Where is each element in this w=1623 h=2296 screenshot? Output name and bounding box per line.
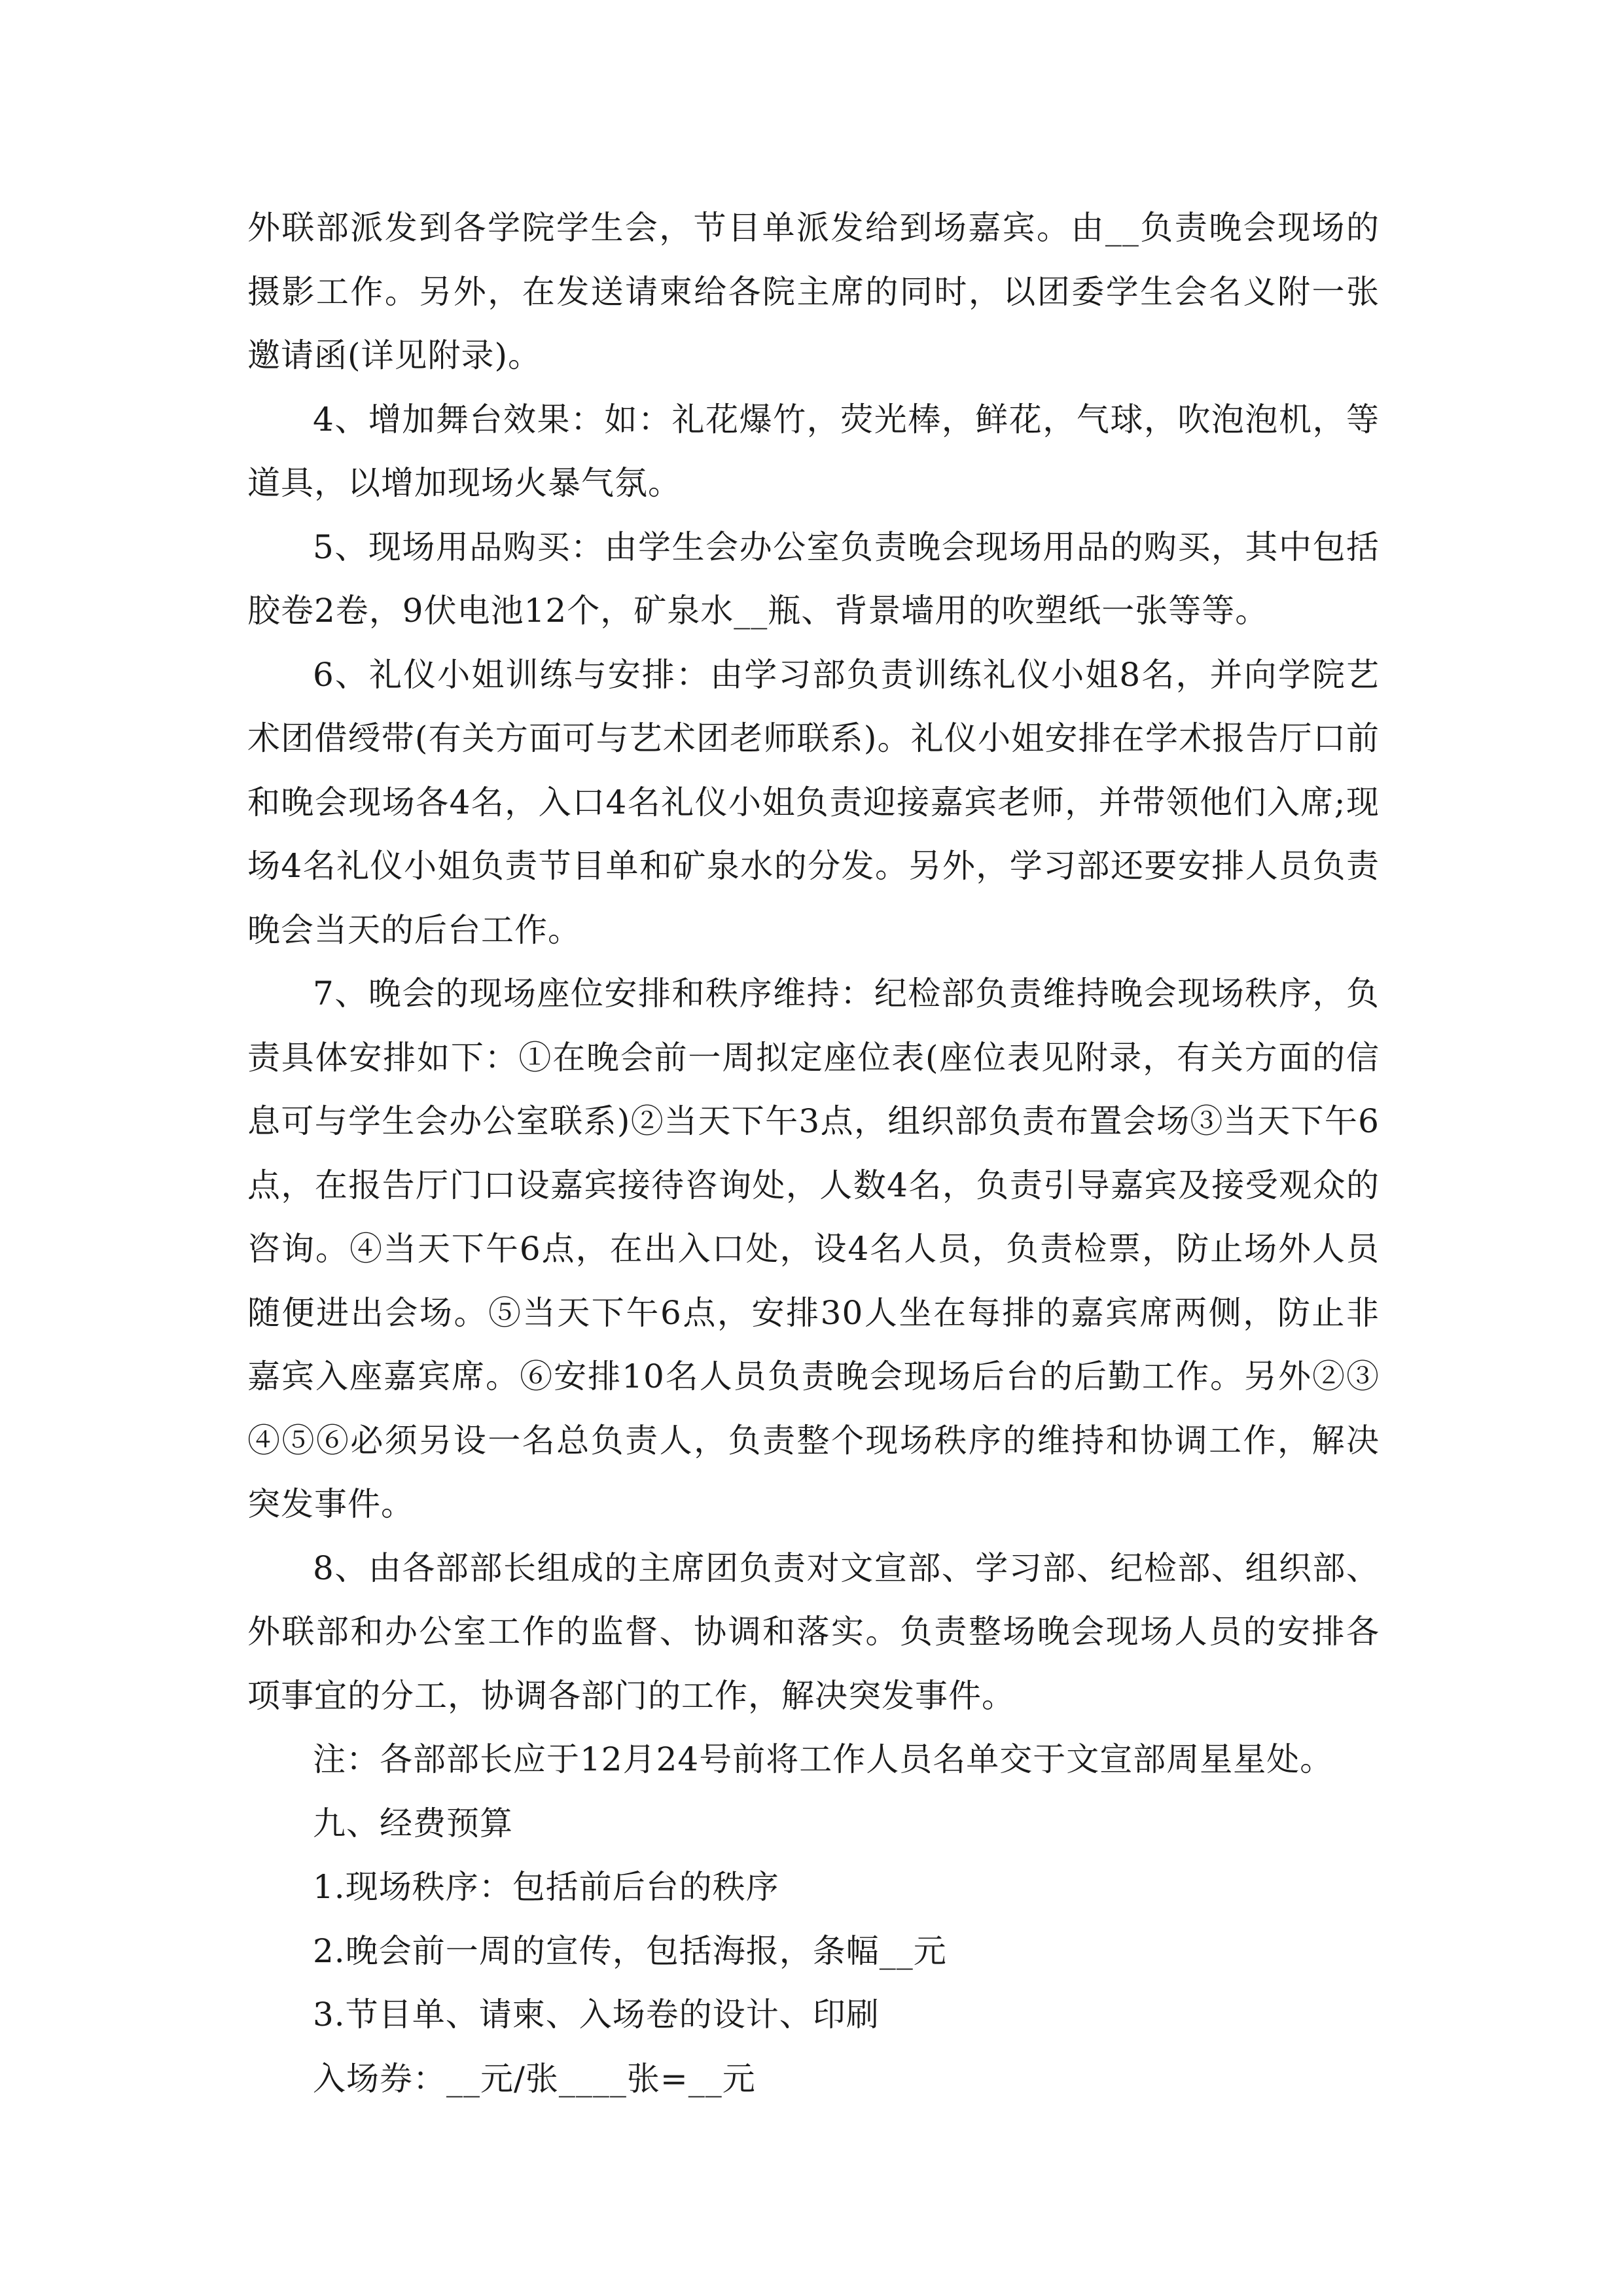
paragraph-etiquette-training: 6、礼仪小姐训练与安排：由学习部负责训练礼仪小姐8名，并向学院艺术团借绶带(有关方面可与艺术团老师联系)。礼仪小姐安排在学术报告厅口前和晚会现场各4名，入口4名礼仪小姐负责迎接嘉宾老师，并带领他们入席;现场4名礼仪小姐负责节目单和矿泉水的分发。另外，学习部还要安排人员负责晚会当天的后台工作。 [247,655,1380,949]
budget-item-order: 1.现场秩序：包括前后台的秩序 [313,1868,779,1906]
paragraph-continuation: 外联部派发到各学院学生会，节目单派发给到场嘉宾。由__负责晚会现场的摄影工作。另外，在发送请柬给各院主席的同时，以团委学生会名义附一张邀请函(详见附录)。 [247,209,1380,374]
budget-item-publicity: 2.晚会前一周的宣传，包括海报，条幅__元 [313,1931,947,1970]
section-heading-budget: 九、经费预算 [313,1804,513,1842]
document-body [247,196,1380,2111]
paragraph-seating-order: 7、晚会的现场座位安排和秩序维持：纪检部负责维持晚会现场秩序，负责具体安排如下：①在晚会前一周拟定座位表(座位表见附录，有关方面的信息可与学生会办公室联系)②当天下午3点，组织部负责布置会场③当天下午6点，在报告厅门口设嘉宾接待咨询处，人数4名，负责引导嘉宾及接受观众的咨询。④当天下午6点，在出入口处，设4名人员，负责检票，防止场外人员随便进出会场。⑤当天下午6点，安排30人坐在每排的嘉宾席两侧，防止非嘉宾入座嘉宾席。⑥安排10名人员负责晚会现场后台的后勤工作。另外②③④⑤⑥必须另设一名总负责人，负责整个现场秩序的维持和协调工作，解决突发事件。 [247,975,1380,1523]
paragraph-presidium: 8、由各部部长组成的主席团负责对文宣部、学习部、纪检部、组织部、外联部和办公室工作的监督、协调和落实。负责整场晚会现场人员的安排各项事宜的分工，协调各部门的工作，解决突发事件。 [247,1549,1380,1715]
paragraph-stage-effects: 4、增加舞台效果：如：礼花爆竹，荧光棒，鲜花，气球，吹泡泡机，等道具，以增加现场火暴气氛。 [247,400,1380,502]
paragraph-supplies-purchase: 5、现场用品购买：由学生会办公室负责晚会现场用品的购买，其中包括胶卷2卷，9伏电池12个，矿泉水__瓶、背景墙用的吹塑纸一张等等。 [247,528,1380,630]
paragraph-note: 注：各部部长应于12月24号前将工作人员名单交于文宣部周星星处。 [313,1740,1334,1778]
budget-item-printing: 3.节目单、请柬、入场卷的设计、印刷 [313,1996,880,2034]
budget-item-tickets: 入场券：__元/张____张=__元 [313,2059,756,2098]
